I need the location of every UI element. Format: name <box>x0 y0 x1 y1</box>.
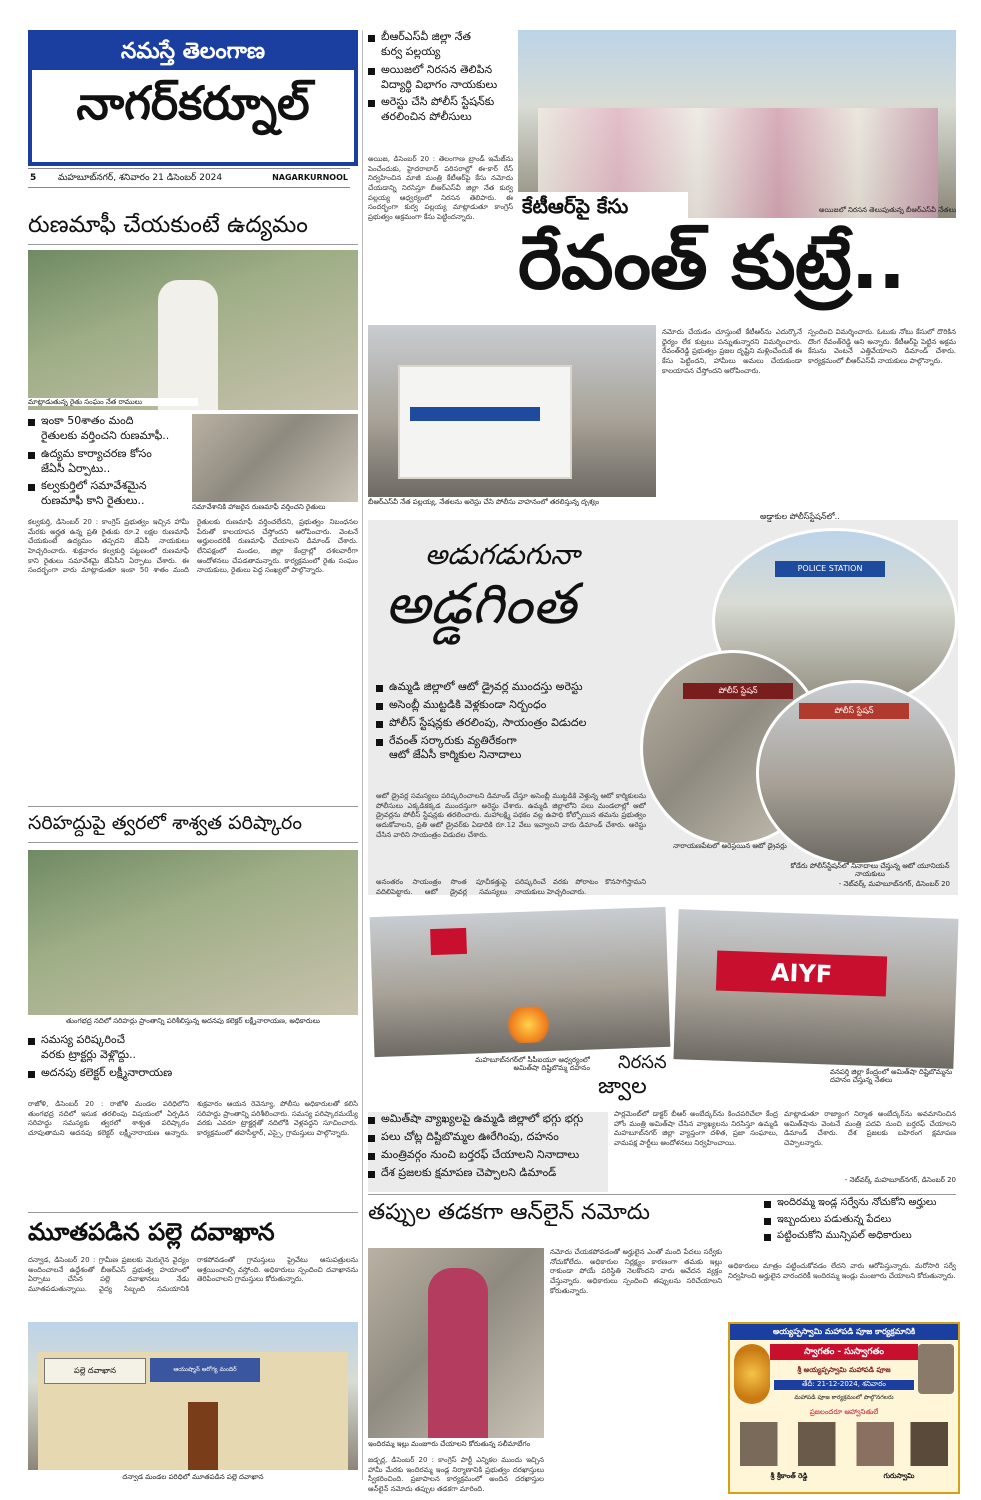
bullet-text: విద్యార్థి విభాగం నాయకులు <box>381 77 498 91</box>
bullet-text: ఇంకా 50శాతం మంది <box>41 414 134 427</box>
bullet-square-icon <box>376 721 383 728</box>
loan-body: కల్వకుర్తి, డిసెంబర్ 20 : కాంగ్రెస్ ప్రభుత్వం ఇచ్చిన హామీ మేరకు అర్హత ఉన్న ప్రతి రైతుకు రూ.2 లక్షల రుణమాఫీ చేయకుంటే ఉద్యమం తప్పదని జేఏసీ నాయకులు హెచ్చరించారు. శుక్రవారం కల్వకుర్తి పట్టణంలో రుణమాఫీ కాని రైతులు సమావేశమై జేఏసీని ఏర్పాటు చేశారు. ఈ సందర్భంగా వారు మాట్లాడుతూ ఇంకా 50 శాతం మంది రైతులకు రుణమాఫీ వర్తించలేదని, ప్రభుత్వం నిబంధనల పేరుతో కాలయాపన చేస్తోందని ఆరోపించారు. వెంటనే అర్హులందరికీ రుణమాఫీ చేయాలని డిమాండ్ చేశారు. లేనిపక్షంలో మండల, జిల్లా కేంద్రాల్లో దశలవారీగా ఆందోళనలు చేపడతామన్నారు. కార్యక్రమంలో రైతు సంఘం నాయకులు, రైతులు పెద్ద సంఖ్యలో పాల్గొన్నారు. <box>28 518 358 575</box>
bullet-text: రుణమాఫీ కాని రైతులు.. <box>41 494 145 508</box>
bullet-text: పట్టించుకోని మున్సిపల్ అధికారులు <box>777 1230 912 1241</box>
bullet-text: సమస్య పరిష్కరించే <box>41 1033 125 1046</box>
protest-bullets <box>368 1112 608 1192</box>
auto-photo-koderu <box>756 680 958 866</box>
auto-body: ఆటో డ్రైవర్ల సమస్యలు పరిష్కరించాలని డిమాండ్ చేస్తూ అసెంబ్లీ ముట్టడికి వెళ్తున్న ఆటో కార్మికులను పోలీసులు ఎక్కడికక్కడ ముందస్తుగా అరెస్టు చేశారు. ఉమ్మడి జిల్లాలోని పలు మండలాల్లో ఆటో డ్రైవర్లను పోలీస్ స్టేషన్లకు తరలించారు. మహాలక్ష్మి పథకం వల్ల ఉపాధి కోల్పోయిన తమను ప్రభుత్వం ఆదుకోవాలని, ప్రతి ఆటో డ్రైవర్‌కు ఏడాదికి రూ.12 వేలు ఇవ్వాలని వారు డిమాండ్ చేశారు. అరెస్టు చేసిన వారిని సాయంత్రం విడుదల చేశారు. <box>376 792 646 839</box>
speaker-figure <box>158 280 218 410</box>
border-caption: తుంగభద్ర నదిలో సరిహద్దు ప్రాంతాన్ని పరిశీలిస్తున్న అదనపు కలెక్టర్ లక్ష్మీనారాయణ, అధికారులు <box>66 1017 320 1025</box>
bullet-square-icon <box>764 1234 771 1241</box>
station-sign: POLICE STATION <box>775 561 885 577</box>
border-photo <box>28 850 358 1015</box>
protest-col2: మాట్లాడుతూ రాజ్యాంగ నిర్మాత అంబేద్కర్‌ను అవమానించిన అమిత్‌షాను వెంటనే మంత్రి పదవి నుంచి బర్తరఫ్ చేయాలని డిమాండ్ చేశారు. దేశ ప్రజలకు బహిరంగ క్షమాపణ చెప్పాలన్నారు. <box>784 1110 956 1147</box>
bullet-square-icon <box>28 419 35 426</box>
bullet-text: రేవంత్ సర్కారుకు వ్యతిరేకంగా <box>389 733 517 747</box>
auto-caption-right: కోడేరు పోలీస్‌స్టేషన్‌లో నినాదాలు చేస్తున్న ఆటో యూనియన్ నాయకులు <box>790 862 950 879</box>
ayyappa-ad <box>728 1322 960 1494</box>
bullet-square-icon <box>368 1153 375 1160</box>
edition-name: నాగర్‌కర్నూల్ <box>76 76 310 130</box>
woman-figure <box>428 1268 488 1438</box>
auto-headline-2: అడ్డగింత <box>385 572 576 637</box>
bullet-text: ఉమ్మడి జిల్లాలో ఆటో డ్రైవర్ల ముందస్తు అరెస్టు <box>389 680 583 693</box>
online-col2: నమోదు చేయకపోవడంతో అర్హులైన ఎంతో మంది పేదలు సర్వేకు నోచుకోలేదు. అధికారుల నిర్లక్ష్యం కారణంగా తమకు ఇల్లు రాకుండా పోయే పరిస్థితి నెలకొందని వారు ఆవేదన వ్యక్తం చేస్తున్నారు. అధికారులు స్పందించి తప్పులను సరిచేయాలని కోరుతున్నారు. <box>550 1248 722 1295</box>
ad-name2: గురుస్వామి <box>883 1472 915 1480</box>
protest-credit: - నెట్‌వర్క్ మహబూబ్‌నగర్, డిసెంబర్ 20 <box>844 1176 956 1184</box>
border-bullets <box>28 1033 193 1101</box>
clinic-headline: మూతపడిన పల్లె దవాఖాన <box>28 1218 275 1246</box>
auto-caption-top: అడ్డాకుల పోలీస్‌స్టేషన్‌లో.. <box>760 512 840 521</box>
online-body: జడ్చర్ల, డిసెంబర్ 20 : కాంగ్రెస్ పార్టీ ఎన్నికల ముందు ఇచ్చిన హామీ మేరకు ఇందిరమ్మ ఇండ్ల నిర్మాణానికి ప్రభుత్వం దరఖాస్తులు స్వీకరించింది. ప్రజాపాలన కార్యక్రమంలో అందిన దరఖాస్తుల ఆన్‌లైన్ నమోదు తప్పుల తడకగా మారింది. <box>368 1456 544 1493</box>
protest-caption-right: వనపర్తి జిల్లా కేంద్రంలో అమిత్‌షా దిష్టిబొమ్మను దహనం చేస్తున్న నేతలు <box>830 1068 953 1085</box>
station-sign-3: పోలీస్ స్టేషన్ <box>799 703 909 719</box>
ad-welcome: స్వాగతం - సుస్వాగతం <box>770 1344 918 1360</box>
bullet-text: ఇబ్బందులు పడుతున్న పేదలు <box>777 1213 892 1225</box>
bullet-text: రైతులకు వర్తించని రుణమాఫీ.. <box>41 428 170 442</box>
bullet-text: తరలించిన పోలీసులు <box>381 110 472 124</box>
fire-icon <box>503 1006 554 1044</box>
bullet-text: ఇందిరమ్మ ఇండ్ల సర్వేను నోచుకోని అర్హులు <box>777 1197 937 1208</box>
flag-icon <box>430 928 467 955</box>
bullet-square-icon <box>376 703 383 710</box>
border-body: రాజోళి, డిసెంబర్ 20 : రాజోళి మండల పరిధిలోని తుంగభద్ర నదిలో ఇసుక తరలింపు విషయంలో ఏర్పడిన సరిహద్దు సమస్యకు త్వరలో శాశ్వత పరిష్కారం చూపుతామని అదనపు కలెక్టర్ లక్ష్మీనారాయణ అన్నారు. శుక్రవారం ఆయన రెవెన్యూ, పోలీసు అధికారులతో కలిసి సరిహద్దు ప్రాంతాన్ని పరిశీలించారు. సమస్య పరిష్కారమయ్యే వరకు ఎవరూ ట్రాక్టర్లతో నదిలోకి వెళ్లవద్దని సూచించారు. కార్యక్రమంలో తహసీల్దార్, ఎస్సై, గ్రామస్తులు పాల్గొన్నారు. <box>28 1100 358 1137</box>
ad-name1: శ్రీ శ్రీకాంత్ రెడ్డి <box>770 1472 808 1480</box>
ad-line3: మహాపడి పూజ కార్యక్రమంలో పాల్గొనగలరు <box>794 1394 894 1401</box>
protest-kicker-1: నిరసన <box>618 1052 667 1073</box>
bullet-square-icon <box>368 68 375 75</box>
bullet-square-icon <box>376 685 383 692</box>
loan-headline: రుణమాఫీ చేయకుంటే ఉద్యమం <box>28 212 308 238</box>
bullet-text: ఉద్యమ కార్యాచరణ కోసం <box>41 446 152 460</box>
border-headline: సరిహద్దుపై త్వరలో శాశ్వత పరిష్కారం <box>28 812 302 834</box>
bullet-square-icon <box>368 100 375 107</box>
bullet-text: బీఆర్‌ఎస్‌వీ జిల్లా నేత <box>381 30 471 43</box>
clinic-sign-2: ఆయుష్మాన్ ఆరోగ్య మందిర్ <box>150 1358 260 1382</box>
bullet-square-icon <box>764 1218 771 1225</box>
bullet-text: దేశ ప్రజలకు క్షమాపణ చెప్పాలని డిమాండ్ <box>381 1165 557 1179</box>
bullet-square-icon <box>368 1171 375 1178</box>
ad-line2: తేదీ: 21-12-2024, శనివారం <box>774 1380 914 1390</box>
bullet-text: మంత్రివర్గం నుంచి బర్తరఫ్ చేయాలని నినాదాలు <box>381 1147 580 1161</box>
protest-photo-left <box>370 907 671 1057</box>
bullet-text: అదనపు కలెక్టర్ లక్ష్మీనారాయణ <box>41 1065 173 1079</box>
masthead-logo <box>28 30 358 166</box>
clinic-door <box>188 1402 218 1470</box>
bullet-square-icon <box>376 739 383 746</box>
dateline: మహబూబ్‌నగర్, శనివారం 21 డిసెంబర్ 2024 <box>58 173 223 183</box>
clinic-building <box>38 1352 348 1470</box>
auto-body-2: అనంతరం సాయంత్రం సొంత పూచీకత్తుపై వదిలిపెట్టారు. ఆటో డ్రైవర్ల సమస్యలు పరిష్కరించే వరకు పోరాటం కొనసాగిస్తామని నాయకులు హెచ్చరించారు. <box>376 878 646 896</box>
station-sign-2: పోలీస్ స్టేషన్ <box>683 683 793 699</box>
bullet-text: వరకు ట్రాక్టర్లు వెళ్లొద్దు.. <box>41 1047 137 1061</box>
ayyappa-image <box>734 1344 770 1404</box>
bullet-square-icon <box>28 1071 35 1078</box>
bullet-text: అరెస్టు చేసి పోలీస్ స్టేషన్‌కు <box>381 95 495 109</box>
online-caption: ఇందిరమ్మ ఇల్లు మంజూరు చేయాలని కోరుతున్న సలీమాబేగం <box>368 1440 531 1448</box>
loan-caption-left: మాట్లాడుతున్న రైతు సంఘం నేత రాములు <box>28 398 198 406</box>
clinic-caption: దన్వాడ మండల పరిధిలో మూతపడిన పల్లె దవాఖాన <box>122 1473 264 1481</box>
bullet-square-icon <box>368 1117 375 1124</box>
paper-name: నమస్తే తెలంగాణ <box>32 34 354 70</box>
auto-headline-1: అడుగడుగునా <box>425 538 580 571</box>
bullet-text: అమిత్‌షా వ్యాఖ్యలపై ఉమ్మడి జిల్లాలో భగ్గు భగ్గు <box>381 1112 584 1125</box>
brs-headline: రేవంత్ కుట్రే.. <box>518 220 905 306</box>
online-photo <box>368 1248 544 1438</box>
ad-title: అయ్యప్పస్వామి మహాపడి పూజ కార్యక్రమానికి <box>730 1324 958 1340</box>
brs-col3: స్పందించి విమర్శించారు. ఓటుకు నోటు కేసులో దొరికిన దొంగ రేవంత్‌రెడ్డి అని అన్నారు. కేటీఆర్‌పై పెట్టిన అక్రమ కేసును వెంటనే ఎత్తివేయాలని డిమాండ్ చేశారు. కార్యక్రమంలో బీఆర్‌ఎస్‌వీ నాయకులు పాల్గొన్నారు. <box>808 328 956 365</box>
bullet-text: జేఏసీ ఏర్పాటు.. <box>41 461 111 475</box>
bullet-square-icon <box>368 1135 375 1142</box>
loan-photo-audience <box>192 414 358 502</box>
brs-bullets <box>368 30 513 150</box>
auto-caption-mid: నారాయణపేటలో అరెస్టయిన ఆటో డ్రైవర్లు <box>673 842 787 850</box>
bullet-text: పలు చోట్ల దిష్టిబొమ్మల ఊరేగింపు, దహనం <box>381 1129 559 1143</box>
police-vehicle <box>398 365 572 479</box>
loan-caption-right: సమావేశానికి హాజరైన రుణమాఫీ వర్తించని రైతులు <box>192 503 326 511</box>
clinic-photo <box>28 1322 358 1470</box>
brs-protest-photo <box>518 30 956 218</box>
arrest-photo <box>368 325 656 497</box>
online-col3: అధికారులు మాత్రం పట్టించుకోవడం లేదని వారు ఆరోపిస్తున్నారు. మరోసారి సర్వే నిర్వహించి అర్హులైన వారందరికీ ఇందిరమ్మ ఇండ్లు మంజూరు చేయాలని కోరుతున్నారు. <box>728 1262 956 1280</box>
bullet-text: కల్వకుర్తిలో సమావేశమైన <box>41 479 147 493</box>
bullet-text: పోలీస్ స్టేషన్లకు తరలింపు, సాయంత్రం విడుదల <box>389 715 587 729</box>
loan-photo-main <box>28 250 358 410</box>
brs-col2: నమోదు చేయడం చూస్తుంటే కేటీఆర్‌ను ఎదుర్కొనే ధైర్యం లేక కుట్రలు పన్నుతున్నారని విమర్శించారు. రేవంత్‌రెడ్డి ప్రభుత్వం ప్రజల దృష్టిని మళ్లించేందుకే ఈ కేసు పెట్టిందని, హామీలు అమలు చేయకుండా కాలయాపన చేస్తోందని ఆరోపించారు. <box>662 328 802 375</box>
brs-photo-caption: అయిజలో నిరసన తెలుపుతున్న బీఆర్‌ఎస్‌వీ నేతలు <box>818 206 956 214</box>
protest-kicker-2: జ్వాల <box>598 1074 647 1099</box>
clinic-sign: పల్లె దవాఖాన <box>44 1358 146 1384</box>
bullet-text: కుర్వ పల్లయ్య <box>381 44 441 58</box>
ad-host: ప్రజలందరూ ఆహ్వానితులే <box>809 1408 879 1416</box>
brs-body: అయిజ, డిసెంబర్ 20 : తెలంగాణ బ్రాండ్ ఇమేజ్‌ను పెంచేందుకు, హైదరాబాద్ పరిసరాల్లో ఈ-కార్ రేస్ నిర్వహించిన మాజీ మంత్రి కేటీఆర్‌పై కేసు నమోదు చేయడాన్ని నిరసిస్తూ బీఆర్‌ఎస్‌వీ జిల్లా నేత కుర్వ పల్లయ్య ఆధ్వర్యంలో నిరసన తెలిపారు. ఈ సందర్భంగా కుర్వ పల్లయ్య మాట్లాడుతూ కాంగ్రెస్ ప్రభుత్వం అక్రమంగా కేసు పెట్టిందన్నారు. <box>368 155 513 221</box>
loan-bullets <box>28 414 188 510</box>
brs-kicker <box>518 192 688 220</box>
guest-photos <box>740 1422 948 1466</box>
dateline-bar <box>28 168 350 188</box>
ad-line1: శ్రీ అయ్యప్పస్వామి మహాపడి పూజ <box>797 1366 891 1374</box>
kicker-text: కేటీఆర్‌పై కేసు <box>522 194 629 218</box>
protest-photo-right <box>673 909 958 1069</box>
page-number: 5 <box>30 173 37 183</box>
bullet-square-icon <box>28 452 35 459</box>
auto-bullets <box>376 680 676 790</box>
clinic-body: దన్వాడ, డిసెంబర్ 20 : గ్రామీణ ప్రజలకు మెరుగైన వైద్యం అందించాలనే ఉద్దేశంతో బీఆర్‌ఎస్ ప్రభుత్వ హయాంలో ఏర్పాటు చేసిన పల్లె దవాఖానలు నేడు మూతపడుతున్నాయి. వైద్య సిబ్బంది సమయానికి రాకపోవడంతో గ్రామస్తులు ప్రైవేటు ఆసుపత్రులను ఆశ్రయించాల్సి వస్తోంది. అధికారులు స్పందించి దవాఖానను తెరిపించాలని గ్రామస్తులు కోరుతున్నారు. <box>28 1256 358 1293</box>
protest-banner: AIYF <box>716 951 887 997</box>
bullet-square-icon <box>28 1038 35 1045</box>
edition-tag: NAGARKURNOOL <box>272 173 348 182</box>
host-photo-icon <box>918 1344 954 1394</box>
bullet-text: ఆటో జేఏసీ కార్మికుల నినాదాలు <box>389 748 522 762</box>
bullet-square-icon <box>368 35 375 42</box>
bullet-text: అయిజలో నిరసన తెలిపిన <box>381 62 493 76</box>
bullet-text: అసెంబ్లీ ముట్టడికి వెళ్లకుండా నిర్బంధం <box>389 697 547 711</box>
bullet-square-icon <box>764 1201 771 1208</box>
auto-credit: - నెట్‌వర్క్ మహబూబ్‌నగర్, డిసెంబర్ 20 <box>838 880 950 888</box>
online-bullets <box>764 1196 958 1256</box>
online-headline: తప్పుల తడకగా ఆన్‌లైన్ నమోదు <box>368 1200 650 1225</box>
bullet-square-icon <box>28 484 35 491</box>
arrest-caption: బీఆర్‌ఎస్‌వీ నేత పల్లయ్య, నేతలను అరెస్టు చేసి పోలీసు వాహనంలో తరలిస్తున్న దృశ్యం <box>368 498 600 506</box>
protest-col1: పార్లమెంట్‌లో డాక్టర్ బీఆర్ అంబేద్కర్‌ను కించపరిచేలా కేంద్ర హోం మంత్రి అమిత్‌షా చేసిన వ్యాఖ్యలను నిరసిస్తూ ఉమ్మడి మహబూబ్‌నగర్ జిల్లా వ్యాప్తంగా దళిత, ప్రజా సంఘాలు, వామపక్ష పార్టీలు ఆందోళనలు నిర్వహించాయి. <box>614 1110 778 1147</box>
protest-caption-left: మహబూబ్‌నగర్‌లో సీపీఐయూ ఆధ్వర్యంలో అమిత్‌షా దిష్టిబొమ్మ దహనం <box>475 1056 590 1073</box>
